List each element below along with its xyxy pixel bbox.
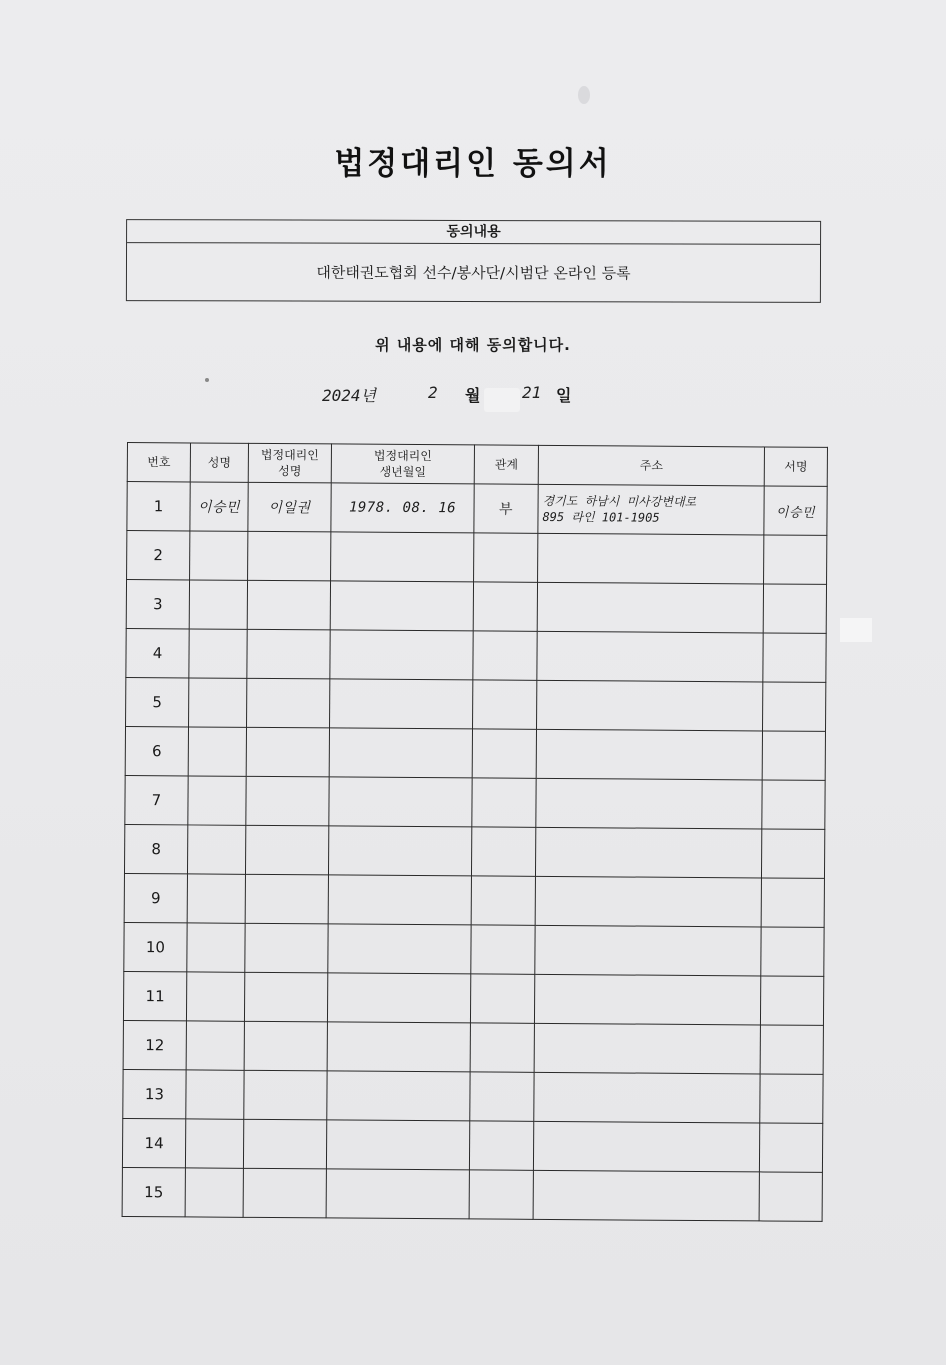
- row-number: 15: [122, 1167, 185, 1216]
- table-row: [123, 971, 823, 1025]
- cell: [762, 731, 825, 780]
- address-line-2: 895 라인 101-1905: [542, 509, 660, 525]
- table-row: [126, 628, 826, 682]
- cell: [330, 630, 473, 680]
- cell: [472, 778, 536, 827]
- cell: [189, 580, 247, 629]
- cell: [326, 1169, 469, 1219]
- cell: [474, 533, 538, 582]
- cell: [470, 1023, 534, 1072]
- cell: [761, 829, 824, 878]
- cell: [248, 531, 331, 581]
- table-row: [127, 531, 827, 585]
- cell: [326, 1120, 469, 1170]
- cell: [185, 1119, 243, 1168]
- cell: [470, 974, 534, 1023]
- cell: [535, 876, 761, 927]
- guardian-birthdate: 1978. 08. 16: [331, 483, 474, 533]
- table-row: [125, 726, 825, 780]
- agreement-text: 위 내용에 대해 동의합니다.: [375, 336, 571, 354]
- cell: [328, 875, 471, 925]
- cell: [759, 1123, 822, 1172]
- cell: [189, 629, 247, 678]
- cell: [245, 874, 328, 924]
- consent-header: 동의내용: [127, 220, 820, 245]
- cell: [759, 1172, 822, 1221]
- cell: [186, 1070, 244, 1119]
- cell: [328, 826, 471, 876]
- row-number: 9: [124, 873, 187, 922]
- cell: [536, 729, 762, 780]
- student-name: 이승민: [190, 482, 248, 531]
- roster-table: [122, 442, 828, 1222]
- cell: [469, 1121, 533, 1170]
- cell: [327, 1071, 470, 1121]
- cell: [244, 1070, 327, 1120]
- paper-dot: [205, 378, 209, 382]
- table-row: [123, 1020, 823, 1074]
- cell: [472, 729, 536, 778]
- col-header-number: 번호: [127, 443, 190, 482]
- cell: [327, 973, 470, 1023]
- cell: [535, 925, 761, 976]
- table-body: [122, 482, 827, 1222]
- cell: [537, 582, 763, 633]
- cell: [246, 776, 329, 826]
- col-header-address: 주소: [538, 445, 764, 486]
- row-number: 14: [122, 1118, 185, 1167]
- col-header-signature: 서명: [764, 447, 827, 486]
- cell: [327, 1022, 470, 1072]
- cell: [764, 535, 827, 584]
- cell: [470, 1072, 534, 1121]
- table-header-row: [127, 443, 827, 487]
- consent-content: 대한태권도협회 선수/봉사단/시범단 온라인 등록: [316, 263, 631, 283]
- cell: [243, 1119, 326, 1169]
- table-row: [124, 922, 824, 976]
- cell: [760, 976, 823, 1025]
- relation: 부: [474, 484, 538, 533]
- cell: [244, 1021, 327, 1071]
- cell: [473, 631, 537, 680]
- cell: [761, 878, 824, 927]
- col-header-guardian-name: 법정대리인 성명: [248, 443, 331, 483]
- col-header-name: 성명: [190, 443, 248, 482]
- redaction-patch: [484, 388, 520, 412]
- cell: [533, 1121, 759, 1172]
- row-number: 6: [125, 726, 188, 775]
- cell: [187, 923, 245, 972]
- cell: [538, 533, 764, 584]
- cell: [186, 1021, 244, 1070]
- row-number: 10: [124, 922, 187, 971]
- table-row: [123, 1069, 823, 1123]
- cell: [188, 727, 246, 776]
- row-number: 3: [126, 580, 189, 629]
- cell: [537, 631, 763, 682]
- row-number: 4: [126, 628, 189, 677]
- cell: [190, 531, 248, 580]
- cell: [247, 580, 330, 630]
- table-row: [122, 1167, 822, 1221]
- date-month-label: 월: [465, 386, 481, 405]
- cell: [246, 727, 329, 777]
- cell: [243, 1168, 326, 1218]
- date-year: 2024년: [322, 386, 376, 405]
- document-title: 법정대리인 동의서: [334, 146, 612, 182]
- cell: [536, 778, 762, 829]
- cell: [244, 972, 327, 1022]
- cell: [330, 581, 473, 631]
- row-number: 8: [124, 824, 187, 873]
- row-number: 12: [123, 1020, 186, 1069]
- cell: [247, 629, 330, 679]
- col-header-relation: 관계: [474, 445, 538, 484]
- cell: [185, 1168, 243, 1217]
- cell: [247, 678, 330, 728]
- row-number: 7: [125, 775, 188, 824]
- cell: [189, 678, 247, 727]
- col-header-guardian-birth: 법정대리인 생년월일: [331, 444, 474, 484]
- table-row: [125, 775, 825, 829]
- table-row: [124, 873, 824, 927]
- cell: [537, 680, 763, 731]
- cell: [473, 680, 537, 729]
- table-row: [124, 824, 824, 878]
- date-month: 2: [428, 383, 438, 402]
- paper-patch: [840, 618, 872, 642]
- row-number: 11: [123, 971, 186, 1020]
- cell: [331, 532, 474, 582]
- cell: [188, 776, 246, 825]
- cell: [534, 974, 760, 1025]
- cell: [469, 1170, 533, 1219]
- row-number: 1: [127, 482, 190, 531]
- table-row: [126, 677, 826, 731]
- cell: [763, 584, 826, 633]
- cell: [761, 927, 824, 976]
- cell: [330, 679, 473, 729]
- cell: [187, 874, 245, 923]
- table-row: [122, 1118, 822, 1172]
- cell: [187, 825, 245, 874]
- cell: [471, 827, 535, 876]
- cell: [471, 876, 535, 925]
- roster-table-wrapper: [122, 442, 827, 1222]
- cell: [329, 728, 472, 778]
- cell: [471, 925, 535, 974]
- cell: [329, 777, 472, 827]
- row-number: 2: [127, 531, 190, 580]
- cell: [762, 682, 825, 731]
- cell: [245, 923, 328, 973]
- address-line-1: 경기도 하남시 미사강변대로: [542, 493, 697, 509]
- date-day: 21: [522, 383, 542, 402]
- cell: [763, 633, 826, 682]
- cell: [535, 827, 761, 878]
- date-day-label: 일: [556, 386, 572, 405]
- table-row: [126, 580, 826, 634]
- cell: [760, 1025, 823, 1074]
- cell: [534, 1072, 760, 1123]
- cell: [473, 582, 537, 631]
- address-cell: [538, 484, 764, 535]
- guardian-name: 이일권: [248, 482, 331, 532]
- consent-box: [126, 219, 821, 303]
- cell: [533, 1170, 759, 1221]
- row-number: 13: [123, 1069, 186, 1118]
- cell: [534, 1023, 760, 1074]
- cell: [328, 924, 471, 974]
- signature: 이승민: [764, 486, 827, 535]
- cell: [762, 780, 825, 829]
- paper-smudge: [578, 86, 590, 104]
- cell: [245, 825, 328, 875]
- table-row: [127, 482, 827, 536]
- cell: [760, 1074, 823, 1123]
- row-number: 5: [126, 677, 189, 726]
- cell: [186, 972, 244, 1021]
